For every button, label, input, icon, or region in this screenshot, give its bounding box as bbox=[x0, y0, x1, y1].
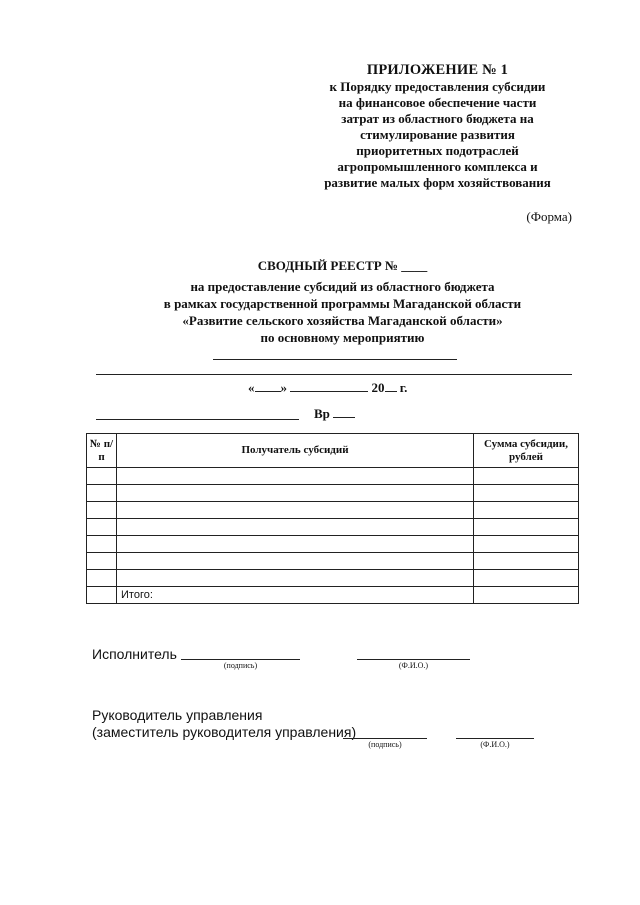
registry-line: на предоставление субсидий из областного бюджета bbox=[190, 279, 495, 294]
year-prefix: 20 bbox=[371, 380, 385, 395]
cell-amount bbox=[474, 485, 579, 502]
cell-recipient bbox=[117, 570, 474, 587]
executor-label: Исполнитель bbox=[92, 646, 177, 662]
registry-table bbox=[86, 433, 579, 604]
appendix-header bbox=[300, 62, 575, 191]
cell-amount bbox=[474, 570, 579, 587]
head-fio-line bbox=[456, 738, 534, 739]
form-label: (Форма) bbox=[526, 209, 572, 224]
cell-recipient bbox=[117, 553, 474, 570]
appendix-title: ПРИЛОЖЕНИЕ № 1 bbox=[366, 62, 509, 78]
cell-number bbox=[87, 519, 117, 536]
date-close-quote: » bbox=[280, 380, 287, 395]
vr-prefix-line bbox=[96, 419, 299, 420]
vr-blank bbox=[333, 405, 355, 418]
header-recipient: Получатель субсидий bbox=[117, 434, 474, 468]
table-row bbox=[87, 502, 579, 519]
cell-recipient bbox=[117, 468, 474, 485]
header-amount: Сумма субсидии, рублей bbox=[474, 434, 579, 468]
registry-line: по основному мероприятию bbox=[260, 330, 425, 345]
head-sign-line bbox=[343, 738, 427, 739]
year-suffix: г. bbox=[399, 380, 408, 395]
executor-sign-line bbox=[181, 659, 300, 660]
deputy-label: (заместитель руководителя управления) bbox=[92, 724, 357, 740]
total-amount-cell bbox=[474, 587, 579, 604]
cell-amount bbox=[474, 502, 579, 519]
table-row bbox=[87, 570, 579, 587]
vr-label: Вр bbox=[314, 406, 330, 421]
head-sign-caption: (подпись) bbox=[368, 740, 402, 749]
day-blank bbox=[255, 379, 281, 392]
cell-number bbox=[87, 536, 117, 553]
table-header-row bbox=[87, 434, 579, 468]
cell-number bbox=[87, 502, 117, 519]
cell-recipient bbox=[117, 502, 474, 519]
head-label: Руководитель управления bbox=[92, 707, 263, 723]
cell-number bbox=[87, 468, 117, 485]
appendix-line: к Порядку предоставления субсидии bbox=[329, 79, 546, 94]
total-number-cell bbox=[87, 587, 117, 604]
vr-field bbox=[314, 405, 355, 422]
table-row bbox=[87, 553, 579, 570]
cell-recipient bbox=[117, 485, 474, 502]
date-open-quote: « bbox=[248, 380, 255, 395]
appendix-line: стимулирование развития bbox=[360, 127, 515, 142]
cell-number bbox=[87, 553, 117, 570]
cell-amount bbox=[474, 468, 579, 485]
registry-line: «Развитие сельского хозяйства Магаданской области» bbox=[182, 313, 503, 328]
appendix-line: приоритетных подотраслей bbox=[356, 143, 519, 158]
cell-recipient bbox=[117, 519, 474, 536]
table-row bbox=[87, 468, 579, 485]
cell-amount bbox=[474, 553, 579, 570]
table-row bbox=[87, 536, 579, 553]
appendix-line: агропромышленного комплекса и bbox=[337, 159, 538, 174]
year-blank bbox=[385, 379, 397, 392]
table-row bbox=[87, 519, 579, 536]
event-name-line-2 bbox=[96, 374, 572, 375]
event-name-line bbox=[213, 359, 457, 360]
executor-sign-caption: (подпись) bbox=[223, 661, 258, 670]
cell-amount bbox=[474, 519, 579, 536]
total-row bbox=[87, 587, 579, 604]
date-line bbox=[248, 379, 407, 396]
appendix-line: развитие малых форм хозяйствования bbox=[324, 175, 551, 190]
header-number: № п/п bbox=[87, 434, 117, 468]
registry-description bbox=[90, 278, 595, 346]
executor-fio-caption: (Ф.И.О.) bbox=[398, 661, 429, 670]
cell-number bbox=[87, 485, 117, 502]
registry-line: в рамках государственной программы Магаданской области bbox=[163, 296, 522, 311]
cell-number bbox=[87, 570, 117, 587]
appendix-line: затрат из областного бюджета на bbox=[341, 111, 534, 126]
appendix-line: на финансовое обеспечение части bbox=[338, 95, 537, 110]
cell-recipient bbox=[117, 536, 474, 553]
table-row bbox=[87, 485, 579, 502]
head-fio-caption: (Ф.И.О.) bbox=[480, 740, 510, 749]
total-label: Итого: bbox=[117, 587, 474, 604]
cell-amount bbox=[474, 536, 579, 553]
month-blank bbox=[290, 379, 368, 392]
registry-title: СВОДНЫЙ РЕЕСТР № ____ bbox=[257, 258, 428, 273]
executor-fio-line bbox=[357, 659, 470, 660]
